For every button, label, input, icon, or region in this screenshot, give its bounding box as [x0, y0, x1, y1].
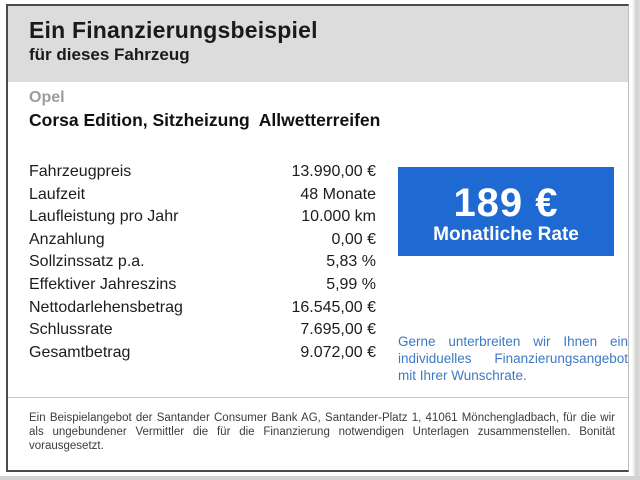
- table-row: [29, 184, 376, 207]
- row-value: 48 Monate: [300, 185, 376, 203]
- row-label: Fahrzeugpreis: [29, 163, 132, 180]
- row-value: 0,00 €: [331, 230, 376, 248]
- row-value: 13.990,00 €: [291, 163, 376, 180]
- page-subtitle: für dieses Fahrzeug: [29, 45, 190, 64]
- row-value: 9.072,00 €: [300, 343, 376, 361]
- finance-table: [29, 161, 376, 364]
- row-value: 5,83 %: [326, 253, 376, 271]
- table-row: [29, 206, 376, 229]
- footer-divider: [8, 397, 628, 398]
- page-title: Ein Finanzierungsbeispiel: [29, 17, 318, 43]
- row-label: Laufzeit: [29, 185, 86, 203]
- window-edge-bottom: [0, 476, 640, 480]
- table-row: [29, 251, 376, 274]
- monthly-rate-caption: Monatliche Rate: [433, 223, 579, 245]
- row-label: Nettodarlehensbetrag: [29, 298, 183, 316]
- table-row: [29, 229, 376, 252]
- window-edge-right: [632, 0, 640, 480]
- table-row: [29, 297, 376, 320]
- table-row: [29, 274, 376, 297]
- row-label: Effektiver Jahreszins: [29, 275, 177, 293]
- table-row: [29, 342, 376, 365]
- bank-disclaimer: Ein Beispielangebot der Santander Consumer Bank AG, Santander-Platz 1, 41061 Mönchengladbach, für die wir als ungebundener Vermittler die für die Finanzierung notwendigen Unterlagen zusammenstellen. Bonität vorausgesetzt.: [29, 412, 615, 452]
- row-value: 10.000 km: [301, 208, 376, 226]
- vehicle-brand: Opel: [29, 89, 65, 106]
- document-frame: [6, 4, 629, 472]
- row-value: 5,99 %: [326, 275, 376, 293]
- row-label: Schlussrate: [29, 321, 113, 339]
- table-row: [29, 161, 376, 184]
- row-value: 7.695,00 €: [300, 321, 376, 339]
- row-label: Gesamtbetrag: [29, 343, 131, 361]
- monthly-rate-amount: 189 €: [453, 180, 559, 225]
- row-label: Laufleistung pro Jahr: [29, 208, 179, 226]
- vehicle-model: Corsa Edition, Sitzheizung Allwetterreifen: [29, 110, 381, 130]
- row-value: 16.545,00 €: [291, 298, 376, 316]
- monthly-rate-box: [398, 167, 614, 256]
- header-band: [8, 6, 628, 82]
- table-row: [29, 319, 376, 342]
- row-label: Anzahlung: [29, 230, 105, 248]
- individual-offer-note: Gerne unterbreiten wir Ihnen ein individuelles Finanzierungsangebot mit Ihrer Wunschrate.: [398, 334, 628, 383]
- row-label: Sollzinssatz p.a.: [29, 253, 145, 271]
